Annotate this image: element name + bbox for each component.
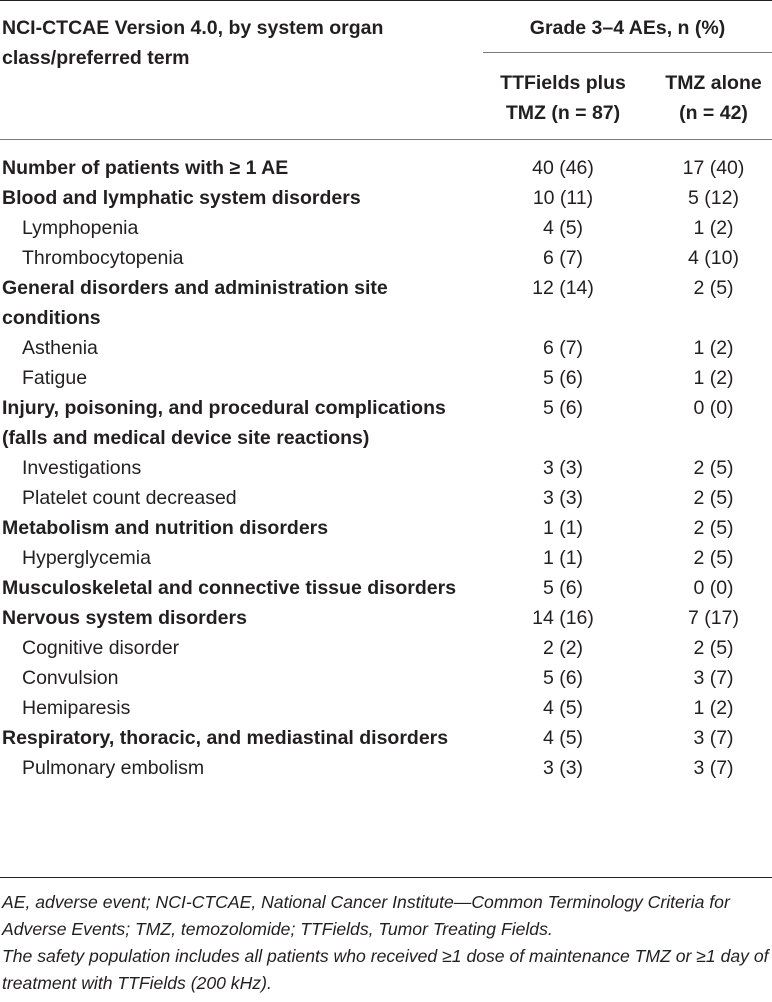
group-header: Grade 3–4 AEs, n (%)	[529, 17, 726, 39]
tmz-value: 7 (17)	[688, 607, 739, 629]
ttfields-value: 1 (1)	[542, 517, 584, 539]
ttfields-value: 4 (5)	[542, 217, 584, 239]
row-label: Blood and lymphatic system disorders	[2, 187, 361, 209]
stub-header: NCI-CTCAE Version 4.0, by system organ class/preferred term	[2, 17, 384, 69]
tmz-value: 3 (7)	[693, 757, 734, 779]
row-label: Convulsion	[22, 667, 119, 689]
tmz-value: 17 (40)	[682, 157, 745, 179]
table-row	[0, 363, 772, 393]
table-row	[0, 453, 772, 483]
tmz-value: 4 (10)	[688, 247, 739, 269]
ttfields-value: 5 (6)	[542, 667, 584, 689]
tmz-value: 2 (5)	[693, 517, 734, 539]
ttfields-value: 5 (6)	[542, 397, 584, 419]
ttfields-value: 1 (1)	[542, 547, 584, 569]
group-header-rule	[483, 52, 772, 53]
table-body	[0, 153, 772, 783]
row-label: Fatigue	[22, 367, 88, 389]
table-row	[0, 573, 772, 603]
row-label: Hemiparesis	[22, 697, 131, 719]
table-footnotes	[2, 889, 772, 997]
header-bottom-rule	[0, 139, 772, 140]
ttfields-value: 5 (6)	[542, 367, 584, 389]
tmz-value: 3 (7)	[693, 727, 734, 749]
table-row	[0, 393, 772, 453]
table-row	[0, 663, 772, 693]
abbreviations-footnote: AE, adverse event; NCI-CTCAE, National Cancer Institute—Common Terminology Criteria for Adverse Events; TMZ, temozolomide; TTFields, Tumor Treating Fields.	[2, 892, 730, 939]
row-label: Number of patients with ≥ 1 AE	[2, 157, 289, 179]
table-row	[0, 333, 772, 363]
table-row	[0, 753, 772, 783]
tmz-value: 0 (0)	[693, 397, 734, 419]
row-label: Hyperglycemia	[22, 547, 151, 569]
row-label: Respiratory, thoracic, and mediastinal disorders	[2, 727, 449, 749]
column-header-tmz: TMZ alone (n = 42)	[665, 72, 762, 124]
column-header-ttfields: TTFields plus TMZ (n = 87)	[500, 72, 626, 124]
table-row	[0, 243, 772, 273]
tmz-value: 1 (2)	[693, 337, 734, 359]
tmz-value: 5 (12)	[688, 187, 739, 209]
ttfields-value: 4 (5)	[542, 697, 584, 719]
ttfields-value: 4 (5)	[542, 727, 584, 749]
ttfields-value: 2 (2)	[542, 637, 584, 659]
row-label: Injury, poisoning, and procedural complications (falls and medical device site reactions)	[2, 397, 446, 449]
ttfields-value: 5 (6)	[542, 577, 584, 599]
tmz-value: 2 (5)	[693, 637, 734, 659]
table-row	[0, 603, 772, 633]
ttfields-value: 3 (3)	[542, 487, 584, 509]
table-top-rule	[0, 0, 772, 1]
row-label: Platelet count decreased	[22, 487, 237, 509]
row-label: Nervous system disorders	[2, 607, 247, 629]
table-row	[0, 693, 772, 723]
row-label: Metabolism and nutrition disorders	[2, 517, 329, 539]
row-label: Pulmonary embolism	[22, 757, 205, 779]
ttfields-value: 3 (3)	[542, 457, 584, 479]
row-label: General disorders and administration site conditions	[2, 277, 388, 329]
ttfields-value: 10 (11)	[532, 187, 594, 209]
row-label: Lymphopenia	[22, 217, 139, 239]
table-row	[0, 273, 772, 333]
ttfields-value: 14 (16)	[532, 607, 594, 629]
ttfields-value: 6 (7)	[542, 247, 584, 269]
table-row	[0, 543, 772, 573]
table-row	[0, 723, 772, 753]
row-label: Investigations	[22, 457, 142, 479]
row-label: Asthenia	[22, 337, 98, 359]
table-row	[0, 513, 772, 543]
ttfields-value: 3 (3)	[542, 757, 584, 779]
row-label: Musculoskeletal and connective tissue disorders	[2, 577, 457, 599]
table-row	[0, 213, 772, 243]
tmz-value: 1 (2)	[693, 217, 734, 239]
tmz-value: 3 (7)	[693, 667, 734, 689]
table-row	[0, 183, 772, 213]
tmz-value: 1 (2)	[693, 367, 734, 389]
table-row	[0, 483, 772, 513]
tmz-value: 2 (5)	[693, 547, 734, 569]
table-row	[0, 153, 772, 183]
table-row	[0, 633, 772, 663]
row-label: Cognitive disorder	[22, 637, 180, 659]
tmz-value: 2 (5)	[693, 277, 734, 299]
tmz-value: 1 (2)	[693, 697, 734, 719]
safety-population-footnote: The safety population includes all patients who received ≥1 dose of maintenance TMZ or ≥1 day of treatment with TTFields (200 kHz).	[2, 946, 769, 993]
table-bottom-rule	[0, 877, 772, 878]
ttfields-value: 6 (7)	[542, 337, 584, 359]
tmz-value: 2 (5)	[693, 487, 734, 509]
tmz-value: 2 (5)	[693, 457, 734, 479]
ttfields-value: 40 (46)	[532, 157, 594, 179]
row-label: Thrombocytopenia	[22, 247, 184, 269]
ttfields-value: 12 (14)	[532, 277, 594, 299]
tmz-value: 0 (0)	[693, 577, 734, 599]
